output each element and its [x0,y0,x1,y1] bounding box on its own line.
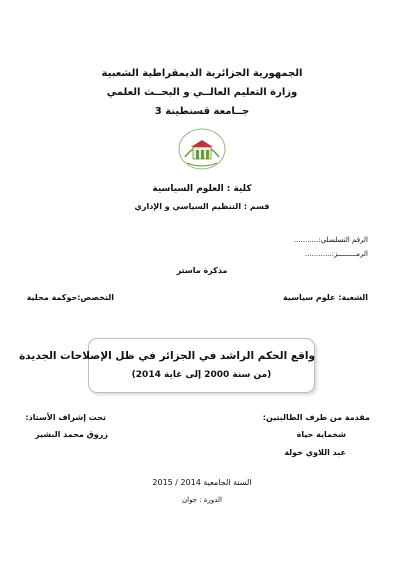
university-logo [177,127,227,171]
thesis-period: (من سنة 2000 إلى غاية 2014) [131,370,272,380]
thesis-title: واقع الحكم الراشد في الجزائر في ظل الإصلاحات الجديدة [19,350,315,362]
serial-number: الرقم التسلسلي:........... [293,236,368,244]
student-name-2: عبد اللاوي خولة [284,448,346,457]
academic-year: السنة الجامعية 2014 / 2015 [152,478,252,487]
college-label: كلية : العلوم السياسية [152,184,252,194]
department-label: قسم : التنظيم السياسي و الإداري [134,202,270,211]
code-number: الرمـــــــــز:............ [304,250,368,258]
supervisor-heading: تحت إشراف الأستاذ: [25,413,106,422]
supervisor-name: زروق محمد البشير [34,430,108,439]
ministry-heading: وزارة التعليم العالــي و البحــث العلمي [106,87,298,98]
republic-heading: الجمهورية الجزائرية الديمقراطية الشعبية [101,68,303,79]
document-type: مذكرة ماستر [176,266,228,275]
students-heading: مقدمة من طرف الطالبتين: [262,413,370,422]
branch-label: الشعبة: علوم سياسية [282,293,368,302]
student-name-1: شخماية حياة [296,430,346,439]
university-heading: جــامعة قسنطينة 3 [154,106,250,117]
thesis-title-box [19,338,315,393]
specialty-label: التخصص:حوكمة محلية [26,293,114,302]
exam-session: الدورة : جوان [181,496,223,504]
